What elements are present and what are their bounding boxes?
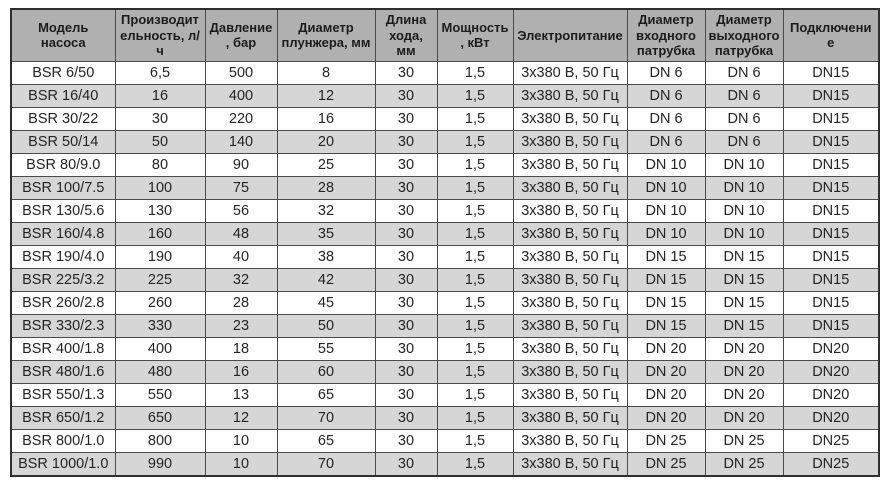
table-cell-capacity: 225	[115, 268, 205, 291]
table-cell-power-supply: 3х380 В, 50 Гц	[513, 360, 627, 383]
table-cell-model: BSR 400/1.8	[11, 337, 115, 360]
table-cell-connection: DN15	[783, 107, 879, 130]
table-cell-stroke-length: 30	[375, 406, 437, 429]
table-row	[11, 291, 879, 314]
table-cell-power-supply: 3х380 В, 50 Гц	[513, 452, 627, 476]
table-cell-stroke-length: 30	[375, 222, 437, 245]
table-cell-plunger-diameter: 28	[277, 176, 375, 199]
table-cell-power-supply: 3х380 В, 50 Гц	[513, 314, 627, 337]
table-row	[11, 314, 879, 337]
table-cell-power-supply: 3х380 В, 50 Гц	[513, 176, 627, 199]
table-cell-model: BSR 160/4.8	[11, 222, 115, 245]
table-cell-plunger-diameter: 8	[277, 61, 375, 84]
table-cell-capacity: 80	[115, 153, 205, 176]
table-row	[11, 107, 879, 130]
table-cell-connection: DN20	[783, 360, 879, 383]
table-header	[11, 9, 879, 61]
table-cell-connection: DN20	[783, 406, 879, 429]
table-cell-outlet-diameter: DN 10	[705, 222, 783, 245]
table-cell-outlet-diameter: DN 6	[705, 61, 783, 84]
table-cell-inlet-diameter: DN 10	[627, 199, 705, 222]
table-cell-power: 1,5	[437, 176, 513, 199]
table-cell-power: 1,5	[437, 84, 513, 107]
table-cell-power-supply: 3х380 В, 50 Гц	[513, 61, 627, 84]
table-cell-outlet-diameter: DN 20	[705, 337, 783, 360]
table-cell-outlet-diameter: DN 15	[705, 268, 783, 291]
table-cell-model: BSR 130/5.6	[11, 199, 115, 222]
table-cell-outlet-diameter: DN 25	[705, 429, 783, 452]
table-cell-stroke-length: 30	[375, 268, 437, 291]
table-cell-inlet-diameter: DN 15	[627, 314, 705, 337]
table-cell-connection: DN15	[783, 222, 879, 245]
table-cell-capacity: 650	[115, 406, 205, 429]
table-cell-pressure: 10	[205, 429, 277, 452]
table-cell-capacity: 100	[115, 176, 205, 199]
table-cell-pressure: 40	[205, 245, 277, 268]
table-cell-plunger-diameter: 12	[277, 84, 375, 107]
table-cell-inlet-diameter: DN 25	[627, 452, 705, 476]
table-cell-pressure: 28	[205, 291, 277, 314]
table-cell-model: BSR 80/9.0	[11, 153, 115, 176]
table-cell-inlet-diameter: DN 6	[627, 130, 705, 153]
table-row	[11, 337, 879, 360]
table-cell-pressure: 13	[205, 383, 277, 406]
table-cell-connection: DN15	[783, 84, 879, 107]
table-cell-inlet-diameter: DN 15	[627, 268, 705, 291]
table-cell-model: BSR 16/40	[11, 84, 115, 107]
table-cell-connection: DN15	[783, 314, 879, 337]
table-cell-plunger-diameter: 16	[277, 107, 375, 130]
table-cell-outlet-diameter: DN 10	[705, 176, 783, 199]
table-cell-stroke-length: 30	[375, 153, 437, 176]
table-cell-capacity: 6,5	[115, 61, 205, 84]
table-cell-stroke-length: 30	[375, 314, 437, 337]
column-header-capacity: Производительность, л/ч	[115, 9, 205, 61]
table-cell-plunger-diameter: 60	[277, 360, 375, 383]
table-cell-connection: DN20	[783, 337, 879, 360]
table-row	[11, 199, 879, 222]
table-cell-power-supply: 3х380 В, 50 Гц	[513, 406, 627, 429]
table-cell-pressure: 500	[205, 61, 277, 84]
table-row	[11, 84, 879, 107]
table-cell-inlet-diameter: DN 20	[627, 406, 705, 429]
table-cell-stroke-length: 30	[375, 84, 437, 107]
table-cell-power: 1,5	[437, 107, 513, 130]
table-cell-power: 1,5	[437, 130, 513, 153]
table-cell-model: BSR 800/1.0	[11, 429, 115, 452]
table-cell-power-supply: 3х380 В, 50 Гц	[513, 130, 627, 153]
table-cell-stroke-length: 30	[375, 360, 437, 383]
table-cell-power-supply: 3х380 В, 50 Гц	[513, 245, 627, 268]
table-cell-plunger-diameter: 20	[277, 130, 375, 153]
table-row	[11, 383, 879, 406]
table-cell-power: 1,5	[437, 429, 513, 452]
table-cell-model: BSR 30/22	[11, 107, 115, 130]
table-cell-outlet-diameter: DN 6	[705, 107, 783, 130]
column-header-model: Модель насоса	[11, 9, 115, 61]
column-header-inlet-diameter: Диаметр входного патрубка	[627, 9, 705, 61]
column-header-pressure: Давление, бар	[205, 9, 277, 61]
table-cell-connection: DN15	[783, 130, 879, 153]
table-cell-pressure: 23	[205, 314, 277, 337]
table-cell-power-supply: 3х380 В, 50 Гц	[513, 291, 627, 314]
table-cell-outlet-diameter: DN 25	[705, 452, 783, 476]
table-cell-power: 1,5	[437, 61, 513, 84]
table-cell-pressure: 32	[205, 268, 277, 291]
table-cell-outlet-diameter: DN 6	[705, 130, 783, 153]
table-cell-plunger-diameter: 38	[277, 245, 375, 268]
table-cell-connection: DN25	[783, 452, 879, 476]
table-cell-outlet-diameter: DN 15	[705, 245, 783, 268]
table-cell-capacity: 130	[115, 199, 205, 222]
table-row	[11, 268, 879, 291]
table-cell-connection: DN15	[783, 291, 879, 314]
table-cell-stroke-length: 30	[375, 130, 437, 153]
table-cell-power: 1,5	[437, 406, 513, 429]
table-cell-model: BSR 190/4.0	[11, 245, 115, 268]
table-cell-connection: DN15	[783, 245, 879, 268]
table-cell-model: BSR 550/1.3	[11, 383, 115, 406]
table-cell-outlet-diameter: DN 6	[705, 84, 783, 107]
table-cell-model: BSR 480/1.6	[11, 360, 115, 383]
table-row	[11, 176, 879, 199]
table-row	[11, 429, 879, 452]
table-cell-outlet-diameter: DN 20	[705, 406, 783, 429]
table-cell-plunger-diameter: 65	[277, 383, 375, 406]
table-cell-inlet-diameter: DN 6	[627, 61, 705, 84]
table-cell-connection: DN15	[783, 153, 879, 176]
table-cell-pressure: 18	[205, 337, 277, 360]
table-cell-power-supply: 3х380 В, 50 Гц	[513, 153, 627, 176]
table-cell-stroke-length: 30	[375, 245, 437, 268]
table-cell-connection: DN15	[783, 61, 879, 84]
table-cell-power-supply: 3х380 В, 50 Гц	[513, 107, 627, 130]
table-cell-stroke-length: 30	[375, 337, 437, 360]
table-row	[11, 245, 879, 268]
table-cell-capacity: 480	[115, 360, 205, 383]
table-cell-inlet-diameter: DN 10	[627, 176, 705, 199]
table-row	[11, 406, 879, 429]
table-cell-plunger-diameter: 42	[277, 268, 375, 291]
column-header-plunger-diameter: Диаметр плунжера, мм	[277, 9, 375, 61]
table-cell-capacity: 330	[115, 314, 205, 337]
table-row	[11, 222, 879, 245]
table-row	[11, 452, 879, 476]
table-cell-power-supply: 3х380 В, 50 Гц	[513, 383, 627, 406]
table-cell-stroke-length: 30	[375, 429, 437, 452]
table-cell-outlet-diameter: DN 15	[705, 314, 783, 337]
table-cell-stroke-length: 30	[375, 199, 437, 222]
table-cell-power: 1,5	[437, 199, 513, 222]
table-cell-connection: DN15	[783, 268, 879, 291]
table-cell-outlet-diameter: DN 20	[705, 383, 783, 406]
table-cell-pressure: 10	[205, 452, 277, 476]
table-cell-power: 1,5	[437, 245, 513, 268]
table-row	[11, 130, 879, 153]
table-cell-pressure: 48	[205, 222, 277, 245]
table-cell-plunger-diameter: 50	[277, 314, 375, 337]
table-cell-capacity: 260	[115, 291, 205, 314]
table-cell-capacity: 800	[115, 429, 205, 452]
table-cell-power: 1,5	[437, 314, 513, 337]
table-cell-stroke-length: 30	[375, 383, 437, 406]
table-cell-power: 1,5	[437, 291, 513, 314]
table-cell-inlet-diameter: DN 6	[627, 107, 705, 130]
table-cell-model: BSR 1000/1.0	[11, 452, 115, 476]
table-cell-power: 1,5	[437, 153, 513, 176]
table-cell-inlet-diameter: DN 20	[627, 360, 705, 383]
table-cell-connection: DN15	[783, 199, 879, 222]
table-row	[11, 360, 879, 383]
table-cell-stroke-length: 30	[375, 61, 437, 84]
table-cell-model: BSR 225/3.2	[11, 268, 115, 291]
table-cell-pressure: 140	[205, 130, 277, 153]
table-cell-plunger-diameter: 35	[277, 222, 375, 245]
table-cell-inlet-diameter: DN 20	[627, 383, 705, 406]
table-cell-pressure: 90	[205, 153, 277, 176]
table-cell-inlet-diameter: DN 25	[627, 429, 705, 452]
table-cell-model: BSR 650/1.2	[11, 406, 115, 429]
table-cell-plunger-diameter: 25	[277, 153, 375, 176]
table-cell-model: BSR 50/14	[11, 130, 115, 153]
table-cell-inlet-diameter: DN 15	[627, 245, 705, 268]
column-header-outlet-diameter: Диаметр выходного патрубка	[705, 9, 783, 61]
table-cell-pressure: 220	[205, 107, 277, 130]
table-cell-capacity: 990	[115, 452, 205, 476]
table-header-row	[11, 9, 879, 61]
table-cell-power: 1,5	[437, 452, 513, 476]
table-cell-outlet-diameter: DN 15	[705, 291, 783, 314]
table-cell-power-supply: 3х380 В, 50 Гц	[513, 429, 627, 452]
table-cell-model: BSR 100/7.5	[11, 176, 115, 199]
table-cell-capacity: 400	[115, 337, 205, 360]
table-cell-power-supply: 3х380 В, 50 Гц	[513, 199, 627, 222]
table-cell-outlet-diameter: DN 10	[705, 153, 783, 176]
table-cell-stroke-length: 30	[375, 291, 437, 314]
table-cell-pressure: 16	[205, 360, 277, 383]
table-cell-inlet-diameter: DN 20	[627, 337, 705, 360]
table-cell-inlet-diameter: DN 15	[627, 291, 705, 314]
table-cell-connection: DN15	[783, 176, 879, 199]
table-cell-power: 1,5	[437, 337, 513, 360]
table-cell-stroke-length: 30	[375, 107, 437, 130]
table-cell-power: 1,5	[437, 360, 513, 383]
table-cell-stroke-length: 30	[375, 176, 437, 199]
table-cell-stroke-length: 30	[375, 452, 437, 476]
table-cell-model: BSR 330/2.3	[11, 314, 115, 337]
table-cell-power-supply: 3х380 В, 50 Гц	[513, 222, 627, 245]
table-cell-outlet-diameter: DN 20	[705, 360, 783, 383]
table-cell-plunger-diameter: 65	[277, 429, 375, 452]
column-header-power-supply: Электропитание	[513, 9, 627, 61]
table-cell-power: 1,5	[437, 268, 513, 291]
table-cell-capacity: 50	[115, 130, 205, 153]
column-header-connection: Подключение	[783, 9, 879, 61]
table-cell-plunger-diameter: 55	[277, 337, 375, 360]
table-cell-power: 1,5	[437, 383, 513, 406]
table-row	[11, 153, 879, 176]
table-cell-inlet-diameter: DN 10	[627, 153, 705, 176]
table-cell-plunger-diameter: 70	[277, 406, 375, 429]
table-cell-plunger-diameter: 70	[277, 452, 375, 476]
table-cell-capacity: 30	[115, 107, 205, 130]
table-cell-pressure: 56	[205, 199, 277, 222]
table-cell-plunger-diameter: 45	[277, 291, 375, 314]
table-cell-pressure: 12	[205, 406, 277, 429]
table-cell-capacity: 160	[115, 222, 205, 245]
table-cell-outlet-diameter: DN 10	[705, 199, 783, 222]
table-cell-power: 1,5	[437, 222, 513, 245]
table-cell-inlet-diameter: DN 10	[627, 222, 705, 245]
table-row	[11, 61, 879, 84]
column-header-stroke-length: Длина хода, мм	[375, 9, 437, 61]
column-header-power: Мощность, кВт	[437, 9, 513, 61]
table-body	[11, 61, 879, 476]
table-cell-model: BSR 260/2.8	[11, 291, 115, 314]
table-cell-model: BSR 6/50	[11, 61, 115, 84]
table-cell-power-supply: 3х380 В, 50 Гц	[513, 84, 627, 107]
table-cell-capacity: 16	[115, 84, 205, 107]
table-cell-connection: DN25	[783, 429, 879, 452]
table-cell-power-supply: 3х380 В, 50 Гц	[513, 337, 627, 360]
pump-spec-table	[10, 8, 880, 477]
table-cell-pressure: 400	[205, 84, 277, 107]
table-cell-power-supply: 3х380 В, 50 Гц	[513, 268, 627, 291]
table-cell-inlet-diameter: DN 6	[627, 84, 705, 107]
table-cell-pressure: 75	[205, 176, 277, 199]
table-cell-connection: DN20	[783, 383, 879, 406]
table-cell-capacity: 550	[115, 383, 205, 406]
table-cell-capacity: 190	[115, 245, 205, 268]
table-cell-plunger-diameter: 32	[277, 199, 375, 222]
